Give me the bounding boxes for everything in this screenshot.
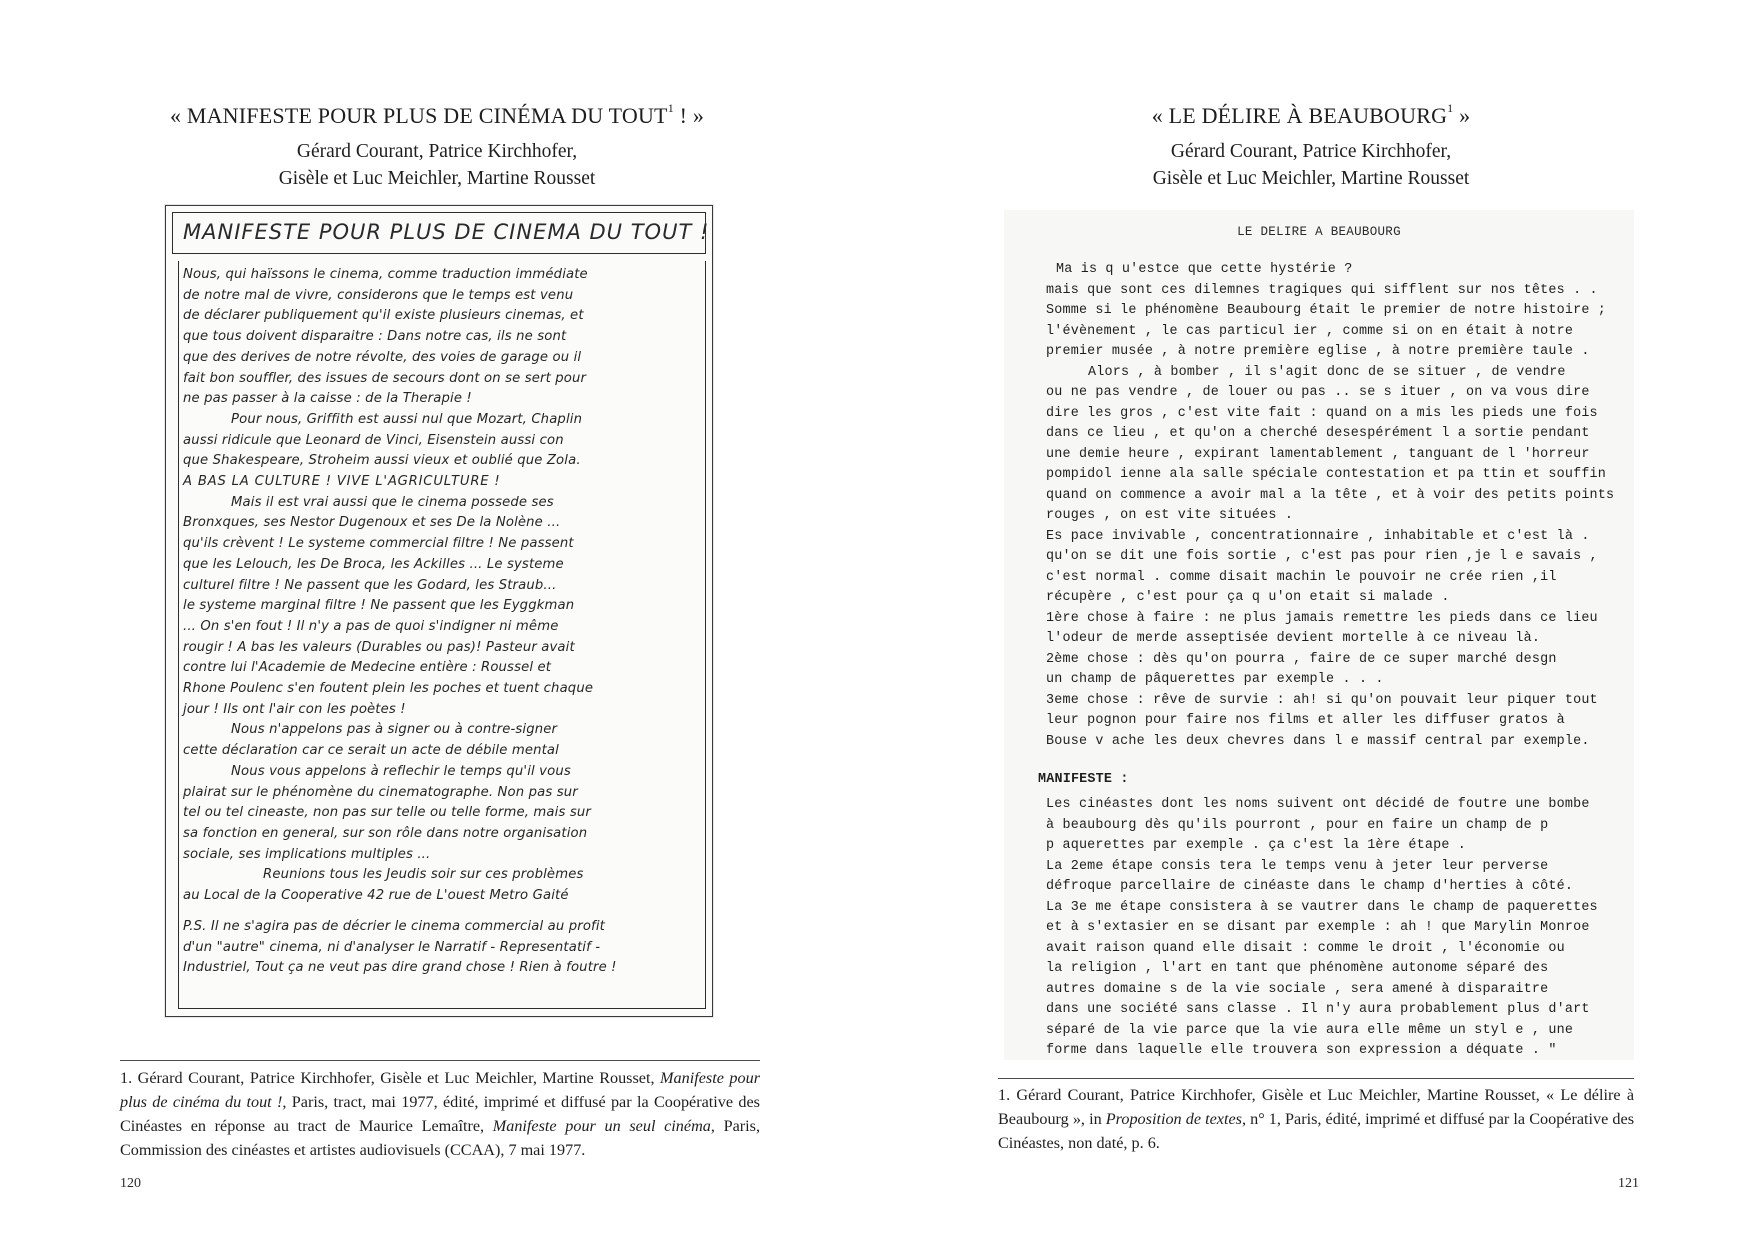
right-title-note-ref: 1 — [1447, 101, 1454, 115]
typed-line: mais que sont ces dilemnes tragiques qui sifflent sur nos têtes . . — [1046, 282, 1598, 298]
typed-manifesto-heading-block — [1038, 770, 1129, 791]
left-authors-line-1: Gérard Courant, Patrice Kirchhofer, — [296, 141, 578, 162]
left-footnote: 1. Gérard Courant, Patrice Kirchhofer, Gisèle et Luc Meichler, Martine Rousset, Manifeste pour plus de cinéma du tout !, Paris, tract, mai 1977, édité, imprimé et diffusé par la Coopérative des Cinéastes en réponse au tract de Maurice Lemaître, Manifeste pour un seul cinéma, Paris, Commission des cinéastes et artistes audiovisuels (CCAA), 7 mai 1977. — [120, 1069, 760, 1159]
typed-manifesto-line: séparé de la vie parce que la vie aura elle même un styl e , une — [1046, 1022, 1574, 1038]
right-footnote: 1. Gérard Courant, Patrice Kirchhofer, Gisèle et Luc Meichler, Martine Rousset, « Le délire à Beaubourg », in Proposition de textes, n° 1, Paris, édité, imprimé et diffusé par la Coopérative des Cinéastes, non daté, p. 6. — [998, 1086, 1634, 1152]
handwritten-line: fait bon souffler, des issues de secours dont on se sert pour — [183, 370, 587, 386]
typed-line: ou ne pas vendre , de louer ou pas .. se s ituer , on va vous dire — [1046, 385, 1590, 400]
typed-manifesto-line: la religion , l'art en tant que phénomène autonome séparé des — [1046, 961, 1549, 976]
typed-line: un champ de pâquerettes par exemple . . . — [1046, 672, 1384, 687]
left-page-authors — [0, 138, 874, 192]
right-footnote-rule — [998, 1078, 1634, 1079]
handwritten-line: jour ! Ils ont l'air con les poètes ! — [183, 701, 406, 717]
right-authors-line-2: Gisèle et Luc Meichler, Martine Rousset — [1152, 168, 1470, 189]
typed-line: dans ce lieu , et qu'on a cherché desespérément l a sortie pendant — [1046, 426, 1590, 441]
typed-line: l'évènement , le cas particul ier , comme si on en était à notre — [1046, 323, 1574, 339]
handwritten-line: Pour nous, Griffith est aussi nul que Mozart, Chaplin — [231, 411, 583, 427]
typed-line: Somme si le phénomène Beaubourg était le premier de notre histoire ; — [1046, 303, 1607, 318]
right-folio: 121 — [1618, 1176, 1639, 1191]
typed-manifesto-line: La 3e me étape consistera à se vautrer dans le champ de paquerettes — [1046, 899, 1598, 915]
handwritten-line: le systeme marginal filtre ! Ne passent que les Eyggkman — [183, 598, 575, 614]
typed-line: dire les gros , c'est vite fait : quand on a mis les pieds une fois — [1046, 405, 1598, 421]
handwritten-line: Nous n'appelons pas à signer ou à contre-signer — [231, 722, 558, 738]
typed-line: Alors , à bomber , il s'agit donc de se situer , de vendre — [1088, 364, 1566, 380]
handwritten-line: que des derives de notre révolte, des voies de garage ou il — [183, 349, 582, 365]
handwritten-body — [178, 261, 706, 1009]
typed-manifesto-scan — [1004, 210, 1634, 1060]
handwritten-line: Nous, qui haïssons le cinema, comme traduction immédiate — [183, 267, 588, 282]
handwritten-line: sociale, ses implications multiples ... — [183, 846, 431, 862]
typed-line: quand on commence a avoir mal a la tête , et à voir des petits points — [1046, 487, 1615, 503]
typed-line: Bouse v ache les deux chevres dans l e massif central par exemple. — [1046, 733, 1590, 749]
typed-line: c'est normal . comme disait machin le pouvoir ne crée rien ,il — [1046, 569, 1557, 585]
typed-line: rouges , on est vite situées . — [1046, 508, 1294, 523]
typed-manifesto-line: p aquerettes par exemple . ça c'est la 1ère étape . — [1046, 838, 1467, 853]
handwritten-line: rougir ! A bas les valeurs (Durables ou pas)! Pasteur avait — [183, 639, 575, 655]
handwritten-manifesto-scan — [165, 205, 713, 1017]
handwritten-line: que Shakespeare, Stroheim aussi vieux et oublié que Zola. — [183, 453, 581, 469]
handwritten-line: d'un "autre" cinema, ni d'analyser le Narratif - Representatif - — [183, 939, 601, 955]
handwritten-line: de déclarer publiquement qu'il existe plusieurs cinemas, et — [183, 308, 584, 324]
typed-manifesto-line: avait raison quand elle disait : comme le droit , l'économie ou — [1046, 940, 1565, 956]
handwritten-line: ne pas passer à la caisse : de la Therapie ! — [183, 391, 472, 407]
typed-line: Es pace invivable , concentrationnaire , inhabitable et c'est là . — [1046, 528, 1590, 544]
handwritten-line: qu'ils crèvent ! Le systeme commercial filtre ! Ne passent — [183, 536, 574, 552]
typed-line: l'odeur de merde asseptisée devient mortelle à ce niveau là. — [1046, 631, 1541, 646]
left-folio: 120 — [120, 1176, 141, 1191]
left-title-note-ref: 1 — [667, 101, 674, 115]
typed-line: Ma is q u'estce que cette hystérie ? — [1056, 262, 1353, 277]
typed-manifesto-line: et à s'extasier en se disant par exemple : ah ! que Marylin Monroe — [1046, 920, 1590, 935]
handwritten-line: de notre mal de vivre, considerons que le temps est venu — [183, 287, 574, 303]
handwritten-line: plairat sur le phénomène du cinematographe. Non pas sur — [183, 784, 578, 800]
handwritten-line: Industriel, Tout ça ne veut pas dire grand chose ! Rien à foutre ! — [183, 960, 617, 976]
handwritten-line: cette déclaration car ce serait un acte de débile mental — [183, 743, 559, 759]
right-page-title: « LE DÉLIRE À BEAUBOURG$^1$ » — [1151, 101, 1471, 128]
typed-text-block — [1046, 260, 1614, 752]
right-authors-line-1: Gérard Courant, Patrice Kirchhofer, — [1170, 141, 1452, 162]
handwritten-title-box — [172, 212, 710, 254]
handwritten-line: Rhone Poulenc s'en foutent plein les poches et tuent chaque — [183, 681, 594, 697]
handwritten-line: tel ou tel cineaste, non pas sur telle ou telle forme, mais sur — [183, 805, 591, 821]
typed-heading: LE DELIRE A BEAUBOURG — [1237, 225, 1401, 239]
handwritten-line: ... On s'en fout ! Il n'y a pas de quoi s'indigner ni même — [183, 618, 559, 634]
typed-line: leur pognon pour faire nos films et aller les diffuser gratos à — [1046, 713, 1565, 728]
typed-manifesto-line: autres domaine s de la vie sociale , sera amené à disparaitre — [1046, 981, 1549, 997]
typed-manifesto-line: Les cinéastes dont les noms suivent ont décidé de foutre une bombe — [1046, 797, 1590, 812]
typed-line: 1ère chose à faire : ne plus jamais remettre les pieds dans ce lieu — [1046, 610, 1598, 626]
handwritten-line: au Local de la Cooperative 42 rue de L'ouest Metro Gaité — [183, 888, 569, 904]
handwritten-line: Reunions tous les Jeudis soir sur ces problèmes — [263, 867, 584, 883]
handwritten-heading: MANIFESTE POUR PLUS DE CINEMA DU TOUT ! — [183, 220, 710, 244]
typed-manifesto-block — [1046, 795, 1598, 1062]
handwritten-line: sa fonction en general, sur son rôle dans notre organisation — [183, 825, 588, 841]
line-gap — [183, 907, 699, 917]
handwritten-line: P.S. Il ne s'agira pas de décrier le cinema commercial au profit — [183, 918, 605, 934]
typed-line: pompidol ienne ala salle spéciale contestation et pa ttin et souffin — [1046, 467, 1607, 482]
handwritten-line: que les Lelouch, les De Broca, les Ackilles ... Le systeme — [183, 556, 564, 572]
typed-line: récupère , c'est pour ça q u'on etait si malade . — [1046, 590, 1450, 605]
typed-manifesto-line: La 2eme étape consis tera le temps venu à jeter leur perverse — [1046, 858, 1549, 874]
right-page-authors — [874, 138, 1748, 192]
typed-manifesto-line: défroque parcellaire de cinéaste dans le champ d'herties à côté. — [1046, 879, 1574, 894]
typed-manifesto-line: forme dans laquelle elle trouvera son expression a déquate . " — [1046, 1043, 1557, 1058]
left-authors-line-2: Gisèle et Luc Meichler, Martine Rousset — [278, 168, 596, 189]
handwritten-line: A BAS LA CULTURE ! VIVE L'AGRICULTURE ! — [183, 474, 501, 490]
typed-manifesto-line: dans une société sans classe . Il n'y aura probablement plus d'art — [1046, 1002, 1590, 1017]
handwritten-line: Bronxques, ses Nestor Dugenoux et ses De la Nolène ... — [183, 515, 561, 531]
left-footnote-rule — [120, 1060, 760, 1061]
typed-manifesto-heading: MANIFESTE : — [1038, 772, 1129, 787]
typed-line: qu'on se dit une fois sortie , c'est pas pour rien ,je l e savais , — [1046, 549, 1598, 564]
typed-line: une demie heure , expirant lamentablement , tanguant de l 'horreur — [1046, 446, 1590, 462]
typed-line: 2ème chose : dès qu'on pourra , faire de ce super marché desgn — [1046, 651, 1557, 667]
left-page-title: « MANIFESTE POUR PLUS DE CINÉMA DU TOUT$^1$ ! » — [169, 101, 705, 128]
typed-line: premier musée , à notre première eglise , à notre première taule . — [1046, 344, 1590, 359]
handwritten-line: aussi ridicule que Leonard de Vinci, Eisenstein aussi con — [183, 432, 564, 448]
handwritten-line: Nous vous appelons à reflechir le temps qu'il vous — [231, 763, 571, 779]
typed-manifesto-line: à beaubourg dès qu'ils pourront , pour en faire un champ de p — [1046, 817, 1549, 833]
handwritten-line: culturel filtre ! Ne passent que les Godard, les Straub... — [183, 577, 557, 593]
handwritten-line: que tous doivent disparaitre : Dans notre cas, ils ne sont — [183, 329, 567, 345]
handwritten-line: Mais il est vrai aussi que le cinema possede ses — [231, 494, 554, 510]
handwritten-line: contre lui l'Academie de Medecine entière : Roussel et — [183, 660, 552, 676]
typed-line: 3eme chose : rêve de survie : ah! si qu'on pouvait leur piquer tout — [1046, 692, 1598, 708]
